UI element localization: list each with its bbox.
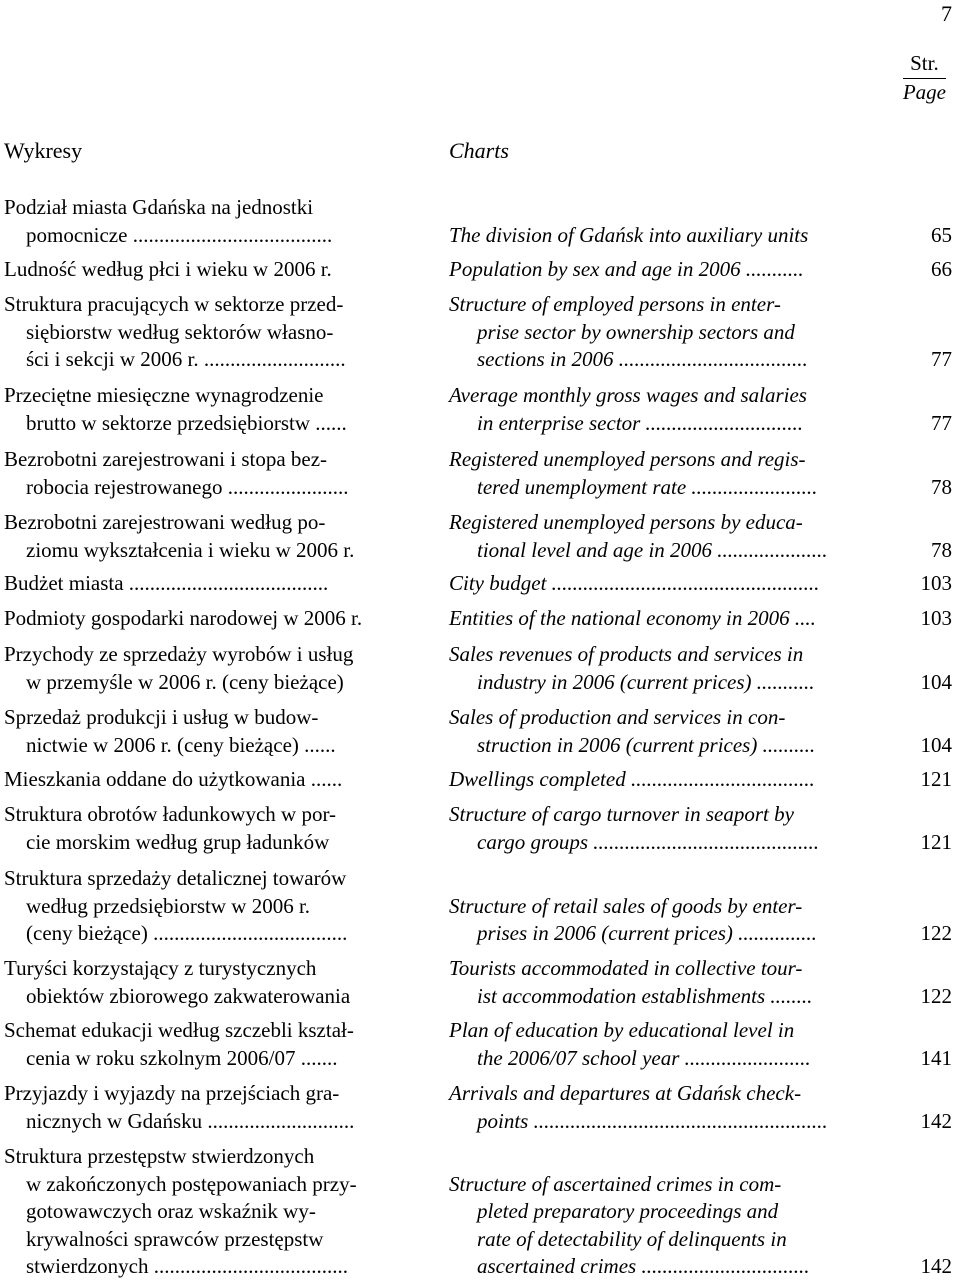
toc-entry-en-line: Population by sex and age in 2006 ........... xyxy=(449,257,804,281)
toc-entry-en-line xyxy=(449,194,884,222)
toc-entry-en-line: the 2006/07 school year ........................ xyxy=(477,1045,811,1070)
toc-entry-page: 103 xyxy=(920,571,952,595)
toc-entry-pl-line: w przemyśle w 2006 r. (ceny bieżące) xyxy=(26,669,344,694)
toc-entry-en xyxy=(449,1017,884,1072)
page-column-header-en: Page xyxy=(903,78,946,107)
toc-entry-en-line: tered unemployment rate ........................ xyxy=(477,474,818,499)
toc-entry-pl-line: Podmioty gospodarki narodowej w 2006 r. xyxy=(4,606,363,630)
toc-entry-pl-line: Sprzedaż produkcji i usług w budow- xyxy=(4,705,319,729)
toc-entry-pl-line: Przyjazdy i wyjazdy na przejściach gra- xyxy=(4,1081,340,1105)
toc-entry-en-line: Sales of production and services in con- xyxy=(449,705,786,729)
toc-entry-en-line: in enterprise sector .............................. xyxy=(477,410,804,435)
toc-entry-en-line: Structure of retail sales of goods by enter- xyxy=(449,893,803,918)
toc-entry-page: 66 xyxy=(931,257,952,281)
toc-entry-en-line: cargo groups ........................................... xyxy=(477,829,820,854)
toc-entry-page: 104 xyxy=(920,669,952,694)
toc-entry-en-line: Plan of education by educational level in xyxy=(449,1018,795,1042)
toc-entry-en xyxy=(449,955,884,1010)
section-heading-en: Charts xyxy=(449,138,509,163)
toc-entry-en-line: Structure of employed persons in enter- xyxy=(449,292,781,316)
toc-entry-pl-line: cie morskim według grup ładunków xyxy=(26,829,330,854)
toc-entry-en xyxy=(449,509,884,564)
toc-entry-pl-line: ści i sekcji w 2006 r. ........................... xyxy=(26,347,346,371)
toc-entry-en xyxy=(449,446,884,501)
toc-entry-en-line xyxy=(449,1143,884,1171)
toc-entry-pl-line: Schemat edukacji według szczebli kształ- xyxy=(4,1018,354,1042)
toc-entry-en-line: City budget ................................................... xyxy=(449,571,820,595)
toc-entry-pl xyxy=(4,801,406,856)
toc-entry-page: 141 xyxy=(920,1045,952,1070)
toc-entry-page: 77 xyxy=(931,410,952,435)
toc-entry-pl-line: Struktura obrotów ładunkowych w por- xyxy=(4,802,337,826)
toc-entry-pl-line: Bezrobotni zarejestrowani i stopa bez- xyxy=(4,447,328,471)
toc-entry-pl-line: Przeciętne miesięczne wynagrodzenie xyxy=(4,383,324,407)
page-column-header-pl: Str. xyxy=(910,51,939,75)
toc-entry-pl xyxy=(4,704,406,759)
toc-entry-en xyxy=(449,605,884,633)
toc-entry-en-line: ist accommodation establishments ........ xyxy=(477,983,813,1008)
toc-entry-page: 142 xyxy=(920,1254,952,1278)
toc-entry-pl-line: gotowawczych oraz wskaźnik wy- xyxy=(26,1199,316,1223)
toc-entry-pl-line: nictwie w 2006 r. (ceny bieżące) ...... xyxy=(26,732,336,757)
toc-entry-en xyxy=(449,1143,884,1281)
toc-entry-pl-line: obiektów zbiorowego zakwaterowania xyxy=(26,983,351,1008)
toc-entry-en xyxy=(449,291,884,374)
section-heading-pl: Wykresy xyxy=(4,138,83,163)
toc-entry-en-line xyxy=(449,865,884,893)
toc-entry-pl-line: Przychody ze sprzedaży wyrobów i usług xyxy=(4,642,354,666)
toc-entry-pl-line: według przedsiębiorstw w 2006 r. xyxy=(26,893,311,918)
toc-entry-en xyxy=(449,1080,884,1135)
toc-entry-page: 78 xyxy=(931,537,952,562)
toc-entry-pl-line: krywalności sprawców przestępstw xyxy=(26,1226,324,1251)
toc-entry-en xyxy=(449,570,884,598)
toc-entry-en xyxy=(449,704,884,759)
toc-entry-en-line: Structure of ascertained crimes in com- xyxy=(449,1171,782,1196)
toc-entry-en xyxy=(449,801,884,856)
toc-entry-pl-line: Bezrobotni zarejestrowani według po- xyxy=(4,510,326,534)
toc-entry-pl xyxy=(4,382,406,437)
toc-entry-en xyxy=(449,194,884,249)
toc-entry-page: 77 xyxy=(931,347,952,371)
toc-entry-pl xyxy=(4,570,406,598)
toc-entry-en-line: points ........................................................ xyxy=(477,1108,828,1133)
toc-entry-pl-line: Budżet miasta ...................................... xyxy=(4,571,329,595)
toc-entry-page: 104 xyxy=(920,732,952,757)
toc-entry-pl xyxy=(4,291,406,374)
toc-entry-pl xyxy=(4,605,406,633)
toc-entry-en-line: Average monthly gross wages and salaries xyxy=(449,383,807,407)
toc-entry-pl-line: ziomu wykształcenia i wieku w 2006 r. xyxy=(26,537,355,562)
toc-entry-en-line: tional level and age in 2006 ..................... xyxy=(477,537,828,562)
toc-entry-en xyxy=(449,256,884,284)
toc-entry-en-line: Entities of the national economy in 2006 .... xyxy=(449,606,816,630)
toc-entry-pl xyxy=(4,446,406,501)
toc-entry-pl-line: Mieszkania oddane do użytkowania ...... xyxy=(4,767,343,791)
toc-entry-en xyxy=(449,641,884,696)
toc-entry-pl-line: Ludność według płci i wieku w 2006 r. xyxy=(4,257,332,281)
toc-entry-page: 122 xyxy=(920,921,952,945)
toc-entry-en-line: pleted preparatory proceedings and xyxy=(477,1199,779,1223)
toc-entry-en-line: struction in 2006 (current prices) .......... xyxy=(477,732,816,757)
toc-entry-en-line: Sales revenues of products and services in xyxy=(449,642,804,666)
toc-entry-page: 142 xyxy=(920,1108,952,1133)
toc-entry-pl-line: pomocnicze ...................................... xyxy=(26,222,333,247)
toc-entry-pl xyxy=(4,766,406,794)
toc-entry-en-line: Tourists accommodated in collective tour- xyxy=(449,956,803,980)
toc-entry-en-line: rate of detectability of delinquents in xyxy=(477,1226,787,1251)
toc-entry-pl-line: stwierdzonych ..................................... xyxy=(26,1254,348,1278)
toc-entry-page: 65 xyxy=(931,222,952,247)
toc-entry-pl-line: Struktura pracujących w sektorze przed- xyxy=(4,292,344,316)
toc-entry-pl-line: w zakończonych postępowaniach przy- xyxy=(26,1171,357,1196)
toc-entry-pl-line: cenia w roku szkolnym 2006/07 ....... xyxy=(26,1045,338,1070)
toc-entry-pl-line: Struktura sprzedaży detalicznej towarów xyxy=(4,866,347,890)
toc-entry-pl xyxy=(4,955,406,1010)
toc-entry-en-line: Arrivals and departures at Gdańsk check- xyxy=(449,1081,802,1105)
toc-entry-en-line: sections in 2006 .................................... xyxy=(477,347,808,371)
toc-entry-pl-line: nicznych w Gdańsku ............................ xyxy=(26,1108,355,1133)
toc-entry-pl xyxy=(4,641,406,696)
toc-entry-en-line: prises in 2006 (current prices) ............... xyxy=(477,921,817,945)
toc-entry-pl-line: (ceny bieżące) ..................................... xyxy=(26,921,348,945)
toc-entry-page: 78 xyxy=(931,474,952,499)
toc-entry-pl xyxy=(4,1080,406,1135)
toc-entry-en xyxy=(449,865,884,948)
toc-entry-en-line: Registered unemployed persons and regis- xyxy=(449,447,806,471)
page-number: 7 xyxy=(941,1,952,26)
toc-entry-pl xyxy=(4,509,406,564)
toc-entry-pl xyxy=(4,1017,406,1072)
toc-entry-page: 103 xyxy=(920,606,952,630)
toc-entry-pl-line: robocia rejestrowanego ....................... xyxy=(26,474,349,499)
toc-entry-en-line: Dwellings completed ................................... xyxy=(449,767,815,791)
page-column-header xyxy=(903,50,946,106)
toc-entry-page: 121 xyxy=(920,767,952,791)
toc-entry-en xyxy=(449,766,884,794)
toc-entry-en-line: ascertained crimes ................................ xyxy=(477,1254,810,1278)
toc-entry-page: 122 xyxy=(920,983,952,1008)
toc-entry-en xyxy=(449,382,884,437)
toc-entry-pl xyxy=(4,1143,406,1281)
toc-entry-en-line: prise sector by ownership sectors and xyxy=(477,319,795,344)
toc-entry-pl-line: Podział miasta Gdańska na jednostki xyxy=(4,195,314,219)
toc-entry-page: 121 xyxy=(920,829,952,854)
toc-entry-pl-line: Struktura przestępstw stwierdzonych xyxy=(4,1144,315,1168)
toc-entry-pl xyxy=(4,194,406,249)
toc-entry-pl-line: siębiorstw według sektorów własno- xyxy=(26,319,334,344)
toc-entry-en-line: industry in 2006 (current prices) ........... xyxy=(477,669,815,694)
toc-entry-pl xyxy=(4,865,406,948)
toc-entry-en-line: Registered unemployed persons by educa- xyxy=(449,510,803,534)
toc-entry-en-line: Structure of cargo turnover in seaport by xyxy=(449,802,794,826)
toc-entry-pl-line: brutto w sektorze przedsiębiorstw ...... xyxy=(26,410,347,435)
toc-entry-pl xyxy=(4,256,406,284)
toc-entry-en-line: The division of Gdańsk into auxiliary units xyxy=(449,222,809,247)
toc-entry-pl-line: Turyści korzystający z turystycznych xyxy=(4,956,317,980)
